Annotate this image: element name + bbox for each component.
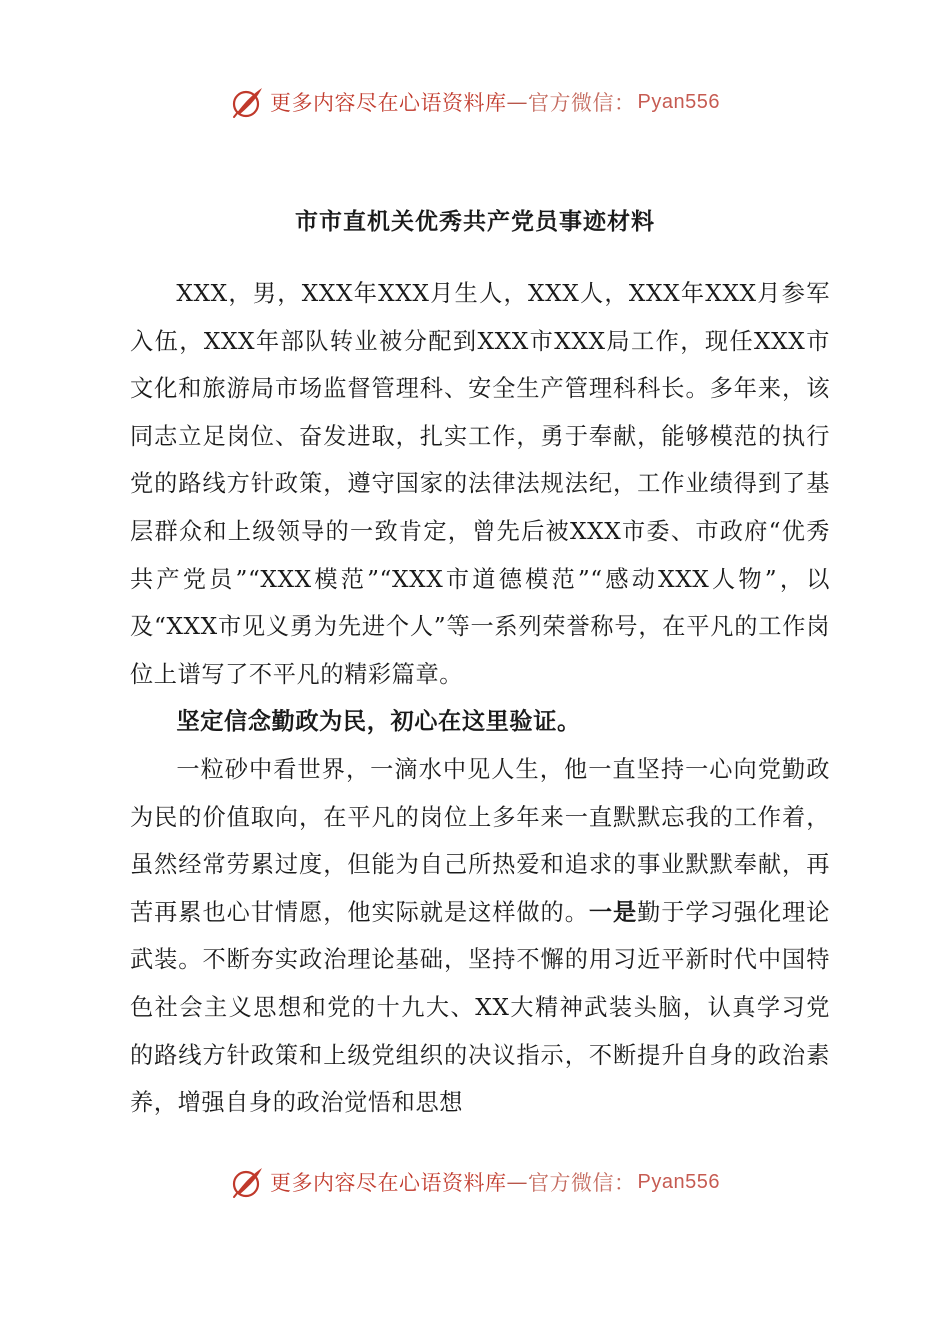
banner-wechat-id: Pyan556 bbox=[637, 90, 720, 113]
body-text-part1: 一粒砂中看世界，一滴水中见人生，他一直坚持一心向党勤政为民的价值取向，在平凡的岗位上多年来一直默默忘我的工作着，虽然经常劳累过度，但能为自己所热爱和追求的事业默默奉献，再苦再累也心甘情愿，他实际就是这样做的。 bbox=[130, 755, 830, 926]
footer-banner bbox=[0, 1162, 950, 1202]
footer-wechat-label: 官方微信： bbox=[528, 1171, 636, 1195]
document-title: 市市直机关优秀共产党员事迹材料 bbox=[295, 208, 655, 235]
footer-main-text: 更多内容尽在心语资料库 bbox=[270, 1171, 507, 1195]
intro-paragraph: XXX，男，XXX年XXX月生人，XXX人，XXX年XXX月参军入伍，XXX年部队转业被分配到XXX市XXX局工作，现任XXX市文化和旅游局市场监督管理科、安全生产管理科科长。多年来，该同志立足岗位、奋发进取，扎实工作，勇于奉献，能够模范的执行党的路线方针政策，遵守国家的法律法规法纪，工作业绩得到了基层群众和上级领导的一致肯定，曾先后被XXX市委、市政府“优秀共产党员”“XXX模范”“XXX市道德模范”“感动XXX人物”，以及“XXX市见义勇为先进个人”等一系列荣誉称号，在平凡的工作岗位上谱写了不平凡的精彩篇章。 bbox=[130, 280, 830, 688]
header-banner bbox=[0, 82, 950, 122]
banner-dash: — bbox=[506, 90, 528, 114]
footer-dash: — bbox=[506, 1170, 528, 1194]
section-heading: 坚定信念勤政为民，初心在这里验证。 bbox=[176, 708, 581, 736]
quill-logo-icon bbox=[230, 1164, 266, 1200]
banner-wechat-label: 官方微信： bbox=[528, 91, 636, 115]
body-text-part2: 勤于学习强化理论武装。不断夯实政治理论基础，坚持不懈的用习近平新时代中国特色社会主义思想和党的十九大、XX大精神武装头脑，认真学习党的路线方针政策和上级党组织的决议指示，不断提升自身的政治素养，增强自身的政治觉悟和思想 bbox=[130, 898, 830, 1117]
footer-wechat-id: Pyan556 bbox=[637, 1170, 720, 1193]
quill-logo-icon bbox=[230, 84, 266, 120]
body-highlight: 一是 bbox=[588, 898, 638, 926]
body-paragraph bbox=[130, 746, 830, 1127]
document-body bbox=[130, 270, 830, 1127]
banner-main-text: 更多内容尽在心语资料库 bbox=[270, 91, 507, 115]
